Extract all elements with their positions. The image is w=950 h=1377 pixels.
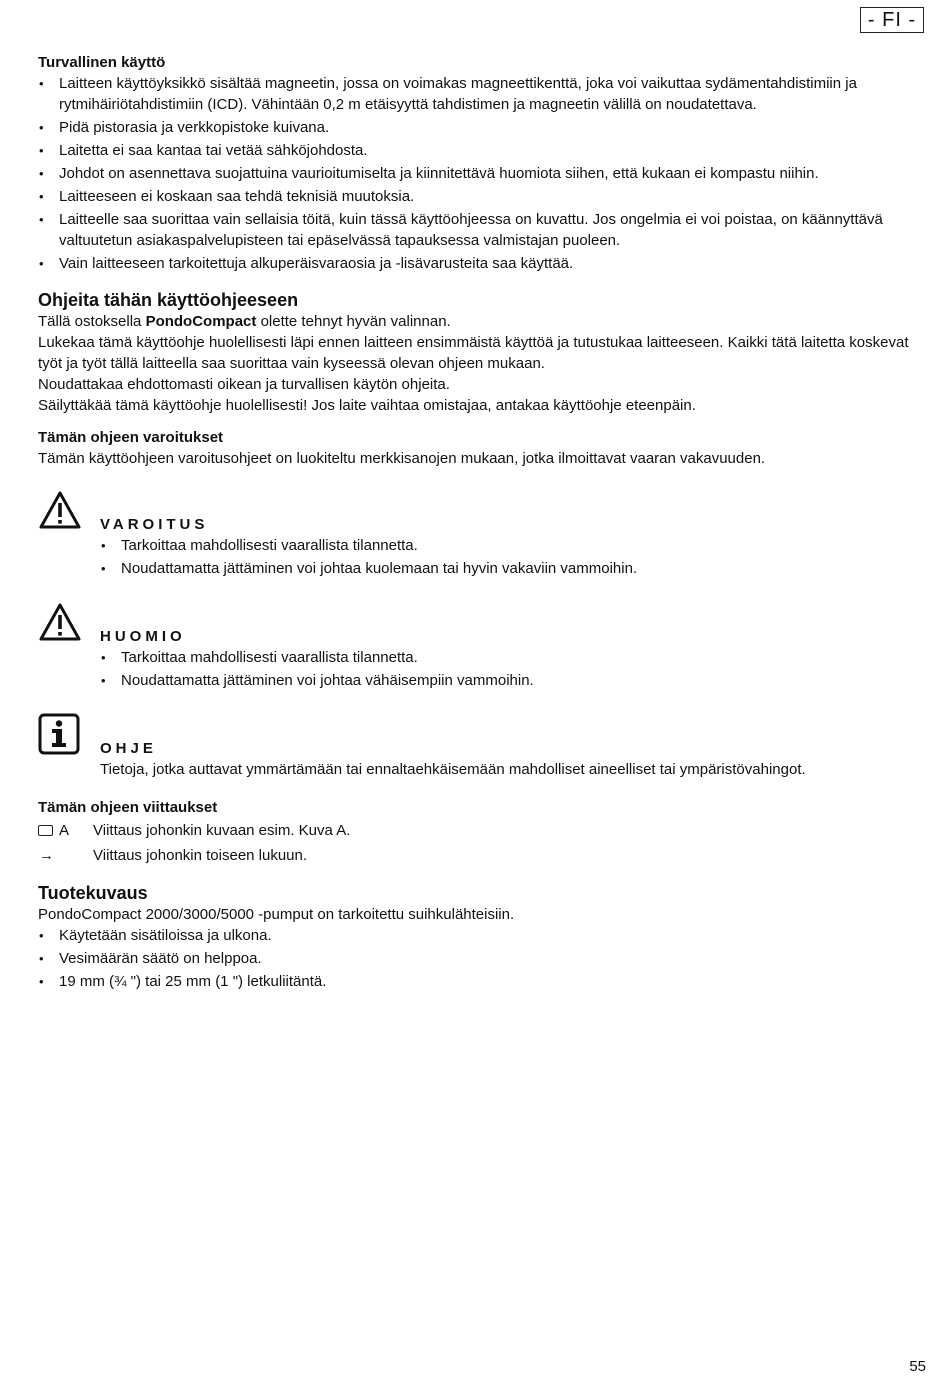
list-item: • Käytetään sisätiloissa ja ulkona. (38, 925, 928, 946)
figure-reference-text: Viittaus johonkin kuvaan esim. Kuva A. (93, 822, 351, 839)
list-item: • Noudattamatta jättäminen voi johtaa vähäisempiin vammoihin. (100, 670, 928, 691)
safety-section (38, 52, 928, 274)
huomio-notice (38, 601, 928, 691)
safety-list (38, 73, 928, 274)
ohje-notice (38, 713, 928, 780)
list-item: • Pidä pistorasia ja verkkopistoke kuivana. (38, 117, 928, 138)
list-item: • Laitteen käyttöyksikkö sisältää magneetin, jossa on voimakas magneettikenttä, joka voi vaikuttaa sydämentahdistimiin ja rytmihäiriötahdistimiin (ICD). Vähintään 0,2 m etäisyyttä tahdistimen ja magneetin välillä on noudatettava. (38, 73, 928, 115)
warning-triangle-icon (38, 601, 82, 643)
warnings-text: Tämän käyttöohjeen varoitusohjeet on luokiteltu merkkisanojen mukaan, jotka ilmoittavat vaaran vakavuuden. (38, 450, 766, 467)
instructions-heading: Ohjeita tähän käyttöohjeeseen (38, 290, 299, 310)
product-heading: Tuotekuvaus (38, 883, 148, 903)
warning-triangle-icon (38, 489, 82, 531)
page-number: 55 (909, 1358, 926, 1375)
warnings-heading: Tämän ohjeen varoitukset (38, 429, 224, 446)
huomio-signal: HUOMIO (100, 628, 186, 645)
figure-letter: A (59, 822, 70, 839)
info-icon (38, 713, 82, 755)
list-item: • Noudattamatta jättäminen voi johtaa kuolemaan tai hyvin vakaviin vammoihin. (100, 558, 928, 579)
product-intro: PondoCompact 2000/3000/5000 -pumput on tarkoitettu suihkulähteisiin. (38, 906, 515, 923)
figure-box-icon (38, 825, 53, 836)
list-item: • Vesimäärän säätö on helppoa. (38, 948, 928, 969)
list-item: • Laitteelle saa suorittaa vain sellaisia töitä, kuin tässä käyttöohjeessa on kuvattu. Jos ongelmia ei voi poistaa, on käännyttävä valtuutetun asiakaspalvelupisteen tai epäselvässä tapauksessa valmistajan puoleen. (38, 209, 928, 251)
list-item: • Laitetta ei saa kantaa tai vetää sähköjohdosta. (38, 140, 928, 161)
safety-heading: Turvallinen käyttö (38, 54, 166, 71)
chapter-reference-row (38, 843, 928, 868)
figure-reference-symbol (38, 820, 93, 841)
language-tag: - FI - (860, 7, 924, 33)
chapter-reference-text: Viittaus johonkin toiseen lukuun. (93, 847, 308, 864)
figure-reference-row (38, 818, 928, 843)
list-item: • Tarkoittaa mahdollisesti vaarallista tilannetta. (100, 647, 928, 668)
list-item: • 19 mm (¾ ") tai 25 mm (1 ") letkuliitäntä. (38, 971, 928, 992)
varoitus-list (100, 535, 928, 579)
product-section (38, 882, 928, 992)
references-heading: Tämän ohjeen viittaukset (38, 799, 218, 816)
list-item: • Johdot on asennettava suojattuina vaurioitumiselta ja kiinnitettävä huomiota siihen, että kukaan ei kompastu niihin. (38, 163, 928, 184)
brand-name: PondoCompact (145, 313, 257, 330)
references-section (38, 797, 928, 868)
list-item: • Tarkoittaa mahdollisesti vaarallista tilannetta. (100, 535, 928, 556)
list-item: • Vain laitteeseen tarkoitettuja alkuperäisvaraosia ja -lisävarusteita saa käyttää. (38, 253, 928, 274)
ohje-signal: OHJE (100, 740, 157, 757)
intro-prefix: Tällä ostoksella (38, 313, 146, 330)
product-list (38, 925, 928, 992)
ohje-text: Tietoja, jotka auttavat ymmärtämään tai ennaltaehkäisemään mahdolliset aineelliset tai ympäristövahingot. (100, 761, 806, 778)
arrow-right-icon: → (39, 847, 54, 864)
instructions-section (38, 289, 928, 416)
instructions-paragraph: Lukekaa tämä käyttöohje huolellisesti läpi ennen laitteen ensimmäistä käyttöä ja tutustukaa laitteeseen. Kaikki tätä laitetta koskevat työt ja työt tällä laitteella saa suorittaa vain kyseessä olevan ohjeen mukaan. (38, 334, 909, 372)
chapter-reference-symbol (38, 845, 93, 866)
huomio-list (100, 647, 928, 691)
intro-suffix: olette tehnyt hyvän valinnan. (256, 313, 451, 330)
instructions-intro (38, 311, 928, 332)
page-content (38, 50, 928, 994)
instructions-paragraph: Noudattakaa ehdottomasti oikean ja turvallisen käytön ohjeita. (38, 376, 450, 393)
varoitus-signal: VAROITUS (100, 516, 209, 533)
list-item: • Laitteeseen ei koskaan saa tehdä teknisiä muutoksia. (38, 186, 928, 207)
instructions-paragraph: Säilyttäkää tämä käyttöohje huolellisesti! Jos laite vaihtaa omistajaa, antakaa käyttöohje eteenpäin. (38, 397, 696, 414)
varoitus-notice (38, 489, 928, 579)
warnings-section (38, 427, 928, 780)
